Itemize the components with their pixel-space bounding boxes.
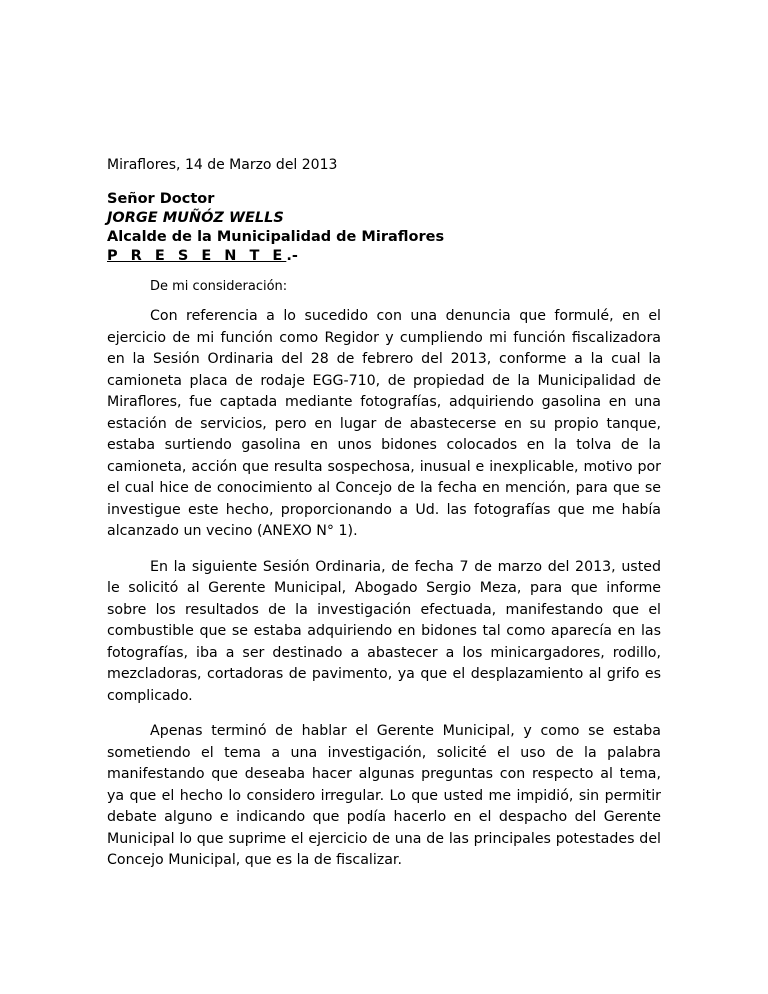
- recipient-position: Alcalde de la Municipalidad de Miraflores: [107, 229, 445, 245]
- recipient-salutation: Señor Doctor: [107, 191, 215, 207]
- greeting: De mi consideración:: [150, 279, 288, 294]
- date-line: Miraflores, 14 de Marzo del 2013: [107, 157, 338, 173]
- presente-line: [107, 247, 661, 266]
- paragraph-1: Con referencia a lo sucedido con una denuncia que formulé, en el ejercicio de mi función como Regidor y cumpliendo mi función fiscalizadora en la Sesión Ordinaria del 28 de febrero del 2013, conforme a la cual la camioneta placa de rodaje EGG-710, de propiedad de la Municipalidad de Miraflores, fue captada mediante fotografías, adquiriendo gasolina en una estación de servicios, pero en lugar de abastecerse en su propio tanque, estaba surtiendo gasolina en unos bidones colocados en la tolva de la camioneta, acción que resulta sospechosa, inusual e inexplicable, motivo por el cual hice de conocimiento al Concejo de la fecha en mención, para que se investigue este hecho, proporcionando a Ud. las fotografías que me había alcanzado un vecino (ANEXO N° 1).: [107, 308, 661, 539]
- letter-body: [107, 156, 661, 872]
- presente-label: P R E S E N T E: [107, 248, 287, 264]
- presente-suffix: .-: [286, 248, 298, 264]
- recipient-name: JORGE MUÑÓZ WELLS: [107, 210, 284, 226]
- paragraph-3: Apenas terminó de hablar el Gerente Municipal, y como se estaba sometiendo el tema a una investigación, solicité el uso de la palabra manifestando que deseaba hacer algunas preguntas con respecto al tema, ya que el hecho lo considero irregular. Lo que usted me impidió, sin permitir debate alguno e indicando que podía hacerlo en el despacho del Gerente Municipal lo que suprime el ejercicio de una de las principales potestades del Concejo Municipal, que es la de fiscalizar.: [107, 723, 661, 868]
- paragraph-2: En la siguiente Sesión Ordinaria, de fecha 7 de marzo del 2013, usted le solicitó al Gerente Municipal, Abogado Sergio Meza, para que informe sobre los resultados de la investigación efectuada, manifestando que el combustible que se estaba adquiriendo en bidones tal como aparecía en las fotografías, iba a ser destinado a abastecer a los minicargadores, rodillo, mezcladoras, cortadoras de pavimento, ya que el desplazamiento al grifo es complicado.: [107, 558, 661, 704]
